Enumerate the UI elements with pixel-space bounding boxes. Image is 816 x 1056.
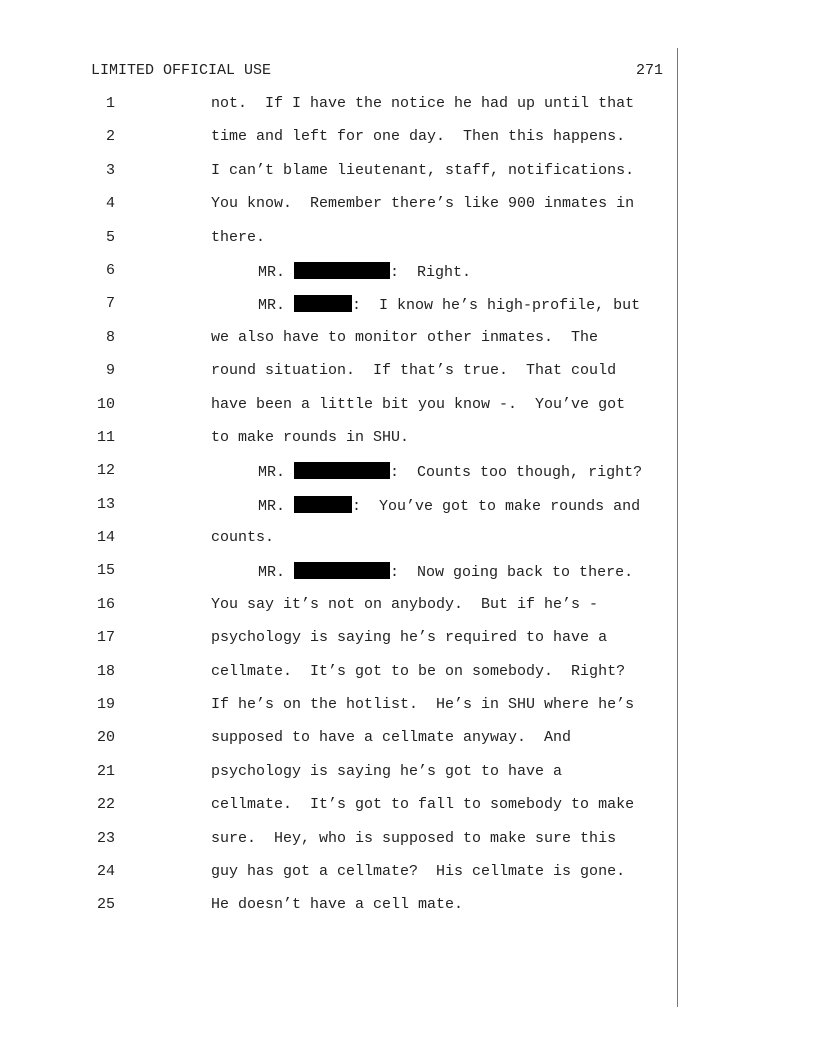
line-number: 13: [96, 495, 115, 513]
transcript-line: [0, 462, 816, 495]
line-text: : Now going back to there.: [390, 564, 634, 582]
line-number: 4: [105, 195, 115, 213]
line-text: : Right.: [390, 263, 472, 281]
line-number: 11: [96, 428, 115, 446]
line-number: 16: [96, 595, 115, 613]
line-number: 2: [105, 128, 115, 146]
line-number: 21: [96, 762, 115, 780]
line-text: not. If I have the notice he had up until that: [211, 95, 635, 112]
line-number: 3: [105, 161, 115, 179]
transcript-line: [0, 128, 816, 161]
line-number: 17: [96, 629, 115, 647]
transcript-line: [0, 896, 816, 929]
line-text: sure. Hey, who is supposed to make sure this: [211, 829, 617, 847]
redaction-box: [294, 496, 352, 513]
redaction-box: [294, 562, 390, 579]
line-number: 12: [96, 462, 115, 480]
line-number: 6: [105, 261, 115, 279]
line-text: supposed to have a cellmate anyway. And: [211, 729, 572, 747]
speaker-prefix: MR.: [258, 464, 286, 482]
speaker-line: [258, 562, 633, 582]
speaker-line: [258, 462, 642, 482]
line-text: You know. Remember there’s like 900 inmates in: [211, 195, 635, 213]
transcript-line: [0, 362, 816, 395]
classification-header: LIMITED OFFICIAL USE: [91, 62, 272, 79]
transcript-line: [0, 863, 816, 896]
line-text: to make rounds in SHU.: [211, 428, 410, 446]
line-text: guy has got a cellmate? His cellmate is gone.: [211, 862, 626, 880]
line-text: have been a little bit you know -. You’ve got: [211, 395, 626, 413]
transcript-line: [0, 262, 816, 295]
redaction-box: [294, 262, 390, 279]
line-number: 5: [105, 228, 115, 246]
line-text: You say it’s not on anybody. But if he’s -: [211, 595, 599, 613]
transcript-line: [0, 696, 816, 729]
speaker-line: [258, 295, 640, 315]
line-text: : I know he’s high-profile, but: [352, 297, 641, 315]
transcript-line: [0, 596, 816, 629]
transcript-line: [0, 496, 816, 529]
transcript-line: [0, 229, 816, 262]
transcript-body: [0, 95, 816, 930]
line-text: If he’s on the hotlist. He’s in SHU where he’s: [211, 696, 635, 714]
line-text: He doesn’t have a cell mate.: [211, 896, 464, 914]
speaker-prefix: MR.: [258, 497, 286, 515]
transcript-line: [0, 195, 816, 228]
line-text: : Counts too though, right?: [390, 464, 643, 482]
transcript-line: [0, 562, 816, 595]
line-text: time and left for one day. Then this happens.: [211, 128, 626, 146]
transcript-line: [0, 529, 816, 562]
line-text: round situation. If that’s true. That could: [211, 362, 617, 380]
redaction-box: [294, 462, 390, 479]
transcript-line: [0, 295, 816, 328]
line-text: counts.: [211, 529, 275, 547]
speaker-prefix: MR.: [258, 564, 286, 582]
line-number: 9: [105, 362, 115, 380]
page-number: 271: [636, 62, 664, 79]
line-text: there.: [211, 228, 266, 246]
line-text: : You’ve got to make rounds and: [352, 497, 641, 515]
line-number: 23: [96, 829, 115, 847]
line-number: 18: [96, 662, 115, 680]
transcript-line: [0, 796, 816, 829]
transcript-line: [0, 95, 816, 128]
line-number: 10: [96, 395, 115, 413]
line-text: cellmate. It’s got to be on somebody. Right?: [211, 662, 626, 680]
redaction-box: [294, 295, 352, 312]
line-number: 25: [96, 896, 115, 914]
line-number: 20: [96, 729, 115, 747]
transcript-line: [0, 729, 816, 762]
speaker-prefix: MR.: [258, 297, 286, 315]
transcript-line: [0, 629, 816, 662]
transcript-line: [0, 763, 816, 796]
transcript-line: [0, 830, 816, 863]
line-number: 19: [96, 696, 115, 714]
line-text: cellmate. It’s got to fall to somebody to make: [211, 796, 635, 814]
line-text: psychology is saying he’s got to have a: [211, 762, 563, 780]
transcript-line: [0, 396, 816, 429]
transcript-line: [0, 663, 816, 696]
transcript-line: [0, 162, 816, 195]
speaker-line: [258, 262, 471, 282]
transcript-line: [0, 429, 816, 462]
line-text: psychology is saying he’s required to have a: [211, 629, 608, 647]
line-number: 15: [96, 562, 115, 580]
speaker-line: [258, 496, 640, 516]
line-number: 1: [105, 95, 115, 112]
line-text: I can’t blame lieutenant, staff, notifications.: [211, 161, 635, 179]
line-number: 7: [105, 295, 115, 313]
line-number: 8: [105, 328, 115, 346]
line-number: 24: [96, 862, 115, 880]
line-number: 22: [96, 796, 115, 814]
speaker-prefix: MR.: [258, 263, 286, 281]
transcript-line: [0, 329, 816, 362]
line-number: 14: [96, 529, 115, 547]
line-text: we also have to monitor other inmates. The: [211, 328, 599, 346]
